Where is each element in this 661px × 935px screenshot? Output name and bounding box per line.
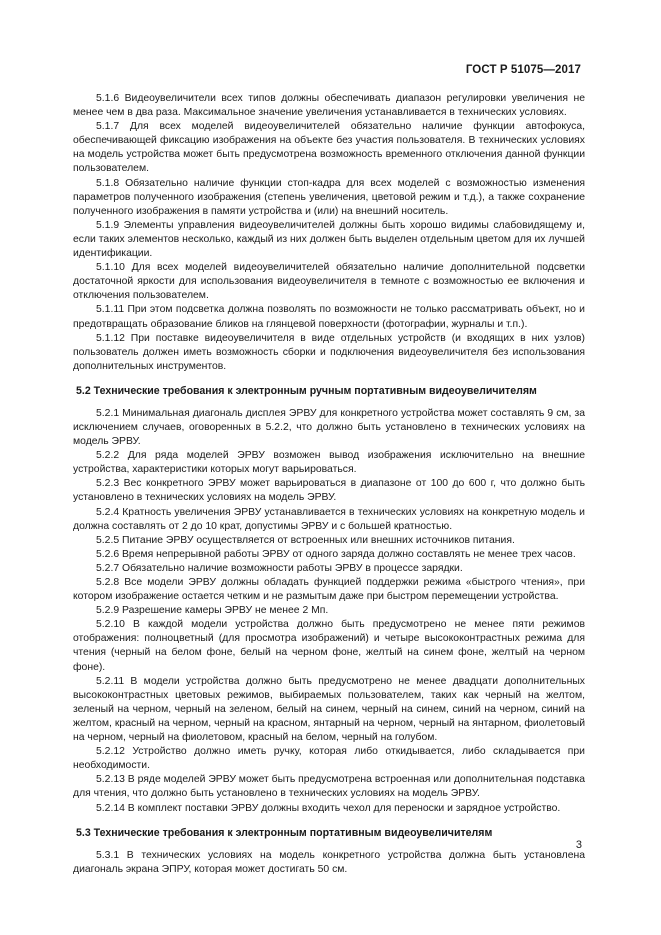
paragraph-5-1-8: 5.1.8 Обязательно наличие функции стоп-кадра для всех моделей с возможностью изменения параметров полученного изображения (степень увеличения, цветовой режим и т.д.), а также сохранение полученного изображения в памяти устройства и (или) на внешний носитель. (73, 177, 585, 217)
paragraph-5-2-7: 5.2.7 Обязательно наличие возможности работы ЭРВУ в процессе зарядки. (96, 562, 463, 574)
paragraph-5-1-12: 5.1.12 При поставке видеоувеличителя в виде отдельных устройств (и входящих в них узлов) пользователь должен иметь возможность сборки и подключения видеоувеличителя без использования дополнительных инструментов. (73, 332, 585, 372)
paragraph-5-1-7: 5.1.7 Для всех моделей видеоувеличителей обязательно наличие функции автофокуса, обеспечивающей фиксацию изображения на объекте без участия пользователя. В технических условиях на модель устройства может быть предусмотрена возможность временного отключения данной функции пользователем. (73, 121, 585, 175)
paragraph-5-2-8: 5.2.8 Все модели ЭРВУ должны обладать функцией поддержки режима «быстрого чтения», при котором изображение остается четким и не размытым даже при быстром перемещении устройства. (73, 577, 585, 603)
paragraph-5-2-4: 5.2.4 Кратность увеличения ЭРВУ устанавливается в технических условиях на конкретную модель и должна составлять от 2 до 10 крат, допустимы ЭРВУ и с большей кратностью. (73, 506, 585, 532)
paragraph-5-2-14: 5.2.14 В комплект поставки ЭРВУ должны входить чехол для переноски и зарядное устройство. (96, 802, 561, 814)
paragraph-5-2-13: 5.2.13 В ряде моделей ЭРВУ может быть предусмотрена встроенная или дополнительная подставка для чтения, что должно быть установлено в технических условиях на модель ЭРВУ. (73, 774, 585, 800)
paragraph-5-3-1: 5.3.1 В технических условиях на модель конкретного устройства должна быть установлена диагональ экрана ЭПРУ, которая может достигать 50 см. (73, 849, 585, 875)
paragraph-5-2-6: 5.2.6 Время непрерывной работы ЭРВУ от одного заряда должно составлять не менее трех часов. (96, 548, 576, 560)
paragraph-5-1-11: 5.1.11 При этом подсветка должна позволять по возможности не только рассматривать объект, но и предотвращать образование бликов на глянцевой поверхности (фотографии, журналы и т.п.). (73, 304, 585, 330)
page-content (73, 92, 585, 877)
paragraph-5-2-5: 5.2.5 Питание ЭРВУ осуществляется от встроенных или внешних источников питания. (96, 534, 515, 546)
paragraph-5-1-10: 5.1.10 Для всех моделей видеоувеличителей обязательно наличие дополнительной подсветки достаточной яркости для использования видеоувеличителя в темноте с возможностью ее включения и отключения пользователем. (73, 262, 585, 302)
paragraph-5-2-11: 5.2.11 В модели устройства должно быть предусмотрено не менее двадцати дополнительных высококонтрастных цветовых режимов, выбираемых пользователем, таких как черный на желтом, зеленый на черном, черный на зеленом, белый на синем, черный на синем, синий на черном, синий на желтом, красный на черном, черный на красном, янтарный на черном, черный на янтарном, фиолетовый на черном, черный на фиолетовом, красный на белом, черный на голубом. (73, 675, 585, 744)
section-heading-5-2: 5.2 Технические требования к электронным ручным портативным видеоувеличителям (76, 384, 537, 397)
paragraph-5-2-3: 5.2.3 Вес конкретного ЭРВУ может варьироваться в диапазоне от 100 до 600 г, что должно быть установлено в технических условиях на модель ЭРВУ. (73, 478, 585, 504)
paragraph-5-2-2: 5.2.2 Для ряда моделей ЭРВУ возможен вывод изображения исключительно на внешние устройства, характеристики которых могут варьироваться. (73, 450, 585, 476)
paragraph-5-1-9: 5.1.9 Элементы управления видеоувеличителей должны быть хорошо видимы слабовидящему и, если таких элементов несколько, каждый из них должен быть выделен отдельным цветом для их лучшей идентификации. (73, 219, 585, 260)
paragraph-5-2-9: 5.2.9 Разрешение камеры ЭРВУ не менее 2 Мп. (96, 605, 329, 617)
paragraph-5-2-1: 5.2.1 Минимальная диагональ дисплея ЭРВУ для конкретного устройства может составлять 9 см, за исключением случаев, оговоренных в 5.2.2, что должно быть установлено в технических условиях на модель ЭРВУ. (73, 407, 585, 448)
page-number: 3 (575, 839, 582, 851)
paragraph-5-1-6: 5.1.6 Видеоувеличители всех типов должны обеспечивать диапазон регулировки увеличения не менее чем в два раза. Максимальное значение увеличения устанавливается в технических условиях. (73, 93, 585, 119)
section-heading-5-3: 5.3 Технические требования к электронным портативным видеоувеличителям (76, 826, 493, 839)
document-code: ГОСТ Р 51075—2017 (465, 64, 581, 76)
paragraph-5-2-12: 5.2.12 Устройство должно иметь ручку, которая либо откидывается, либо складывается при необходимости. (73, 746, 585, 772)
paragraph-5-2-10: 5.2.10 В каждой модели устройства должно быть предусмотрено не менее пяти режимов отображения: полноцветный (для просмотра изображений) и четыре высококонтрастных режима для чтения (черный на белом фоне, белый на черном фоне, желтый на синем фоне, желтый на черном фоне). (73, 619, 585, 673)
